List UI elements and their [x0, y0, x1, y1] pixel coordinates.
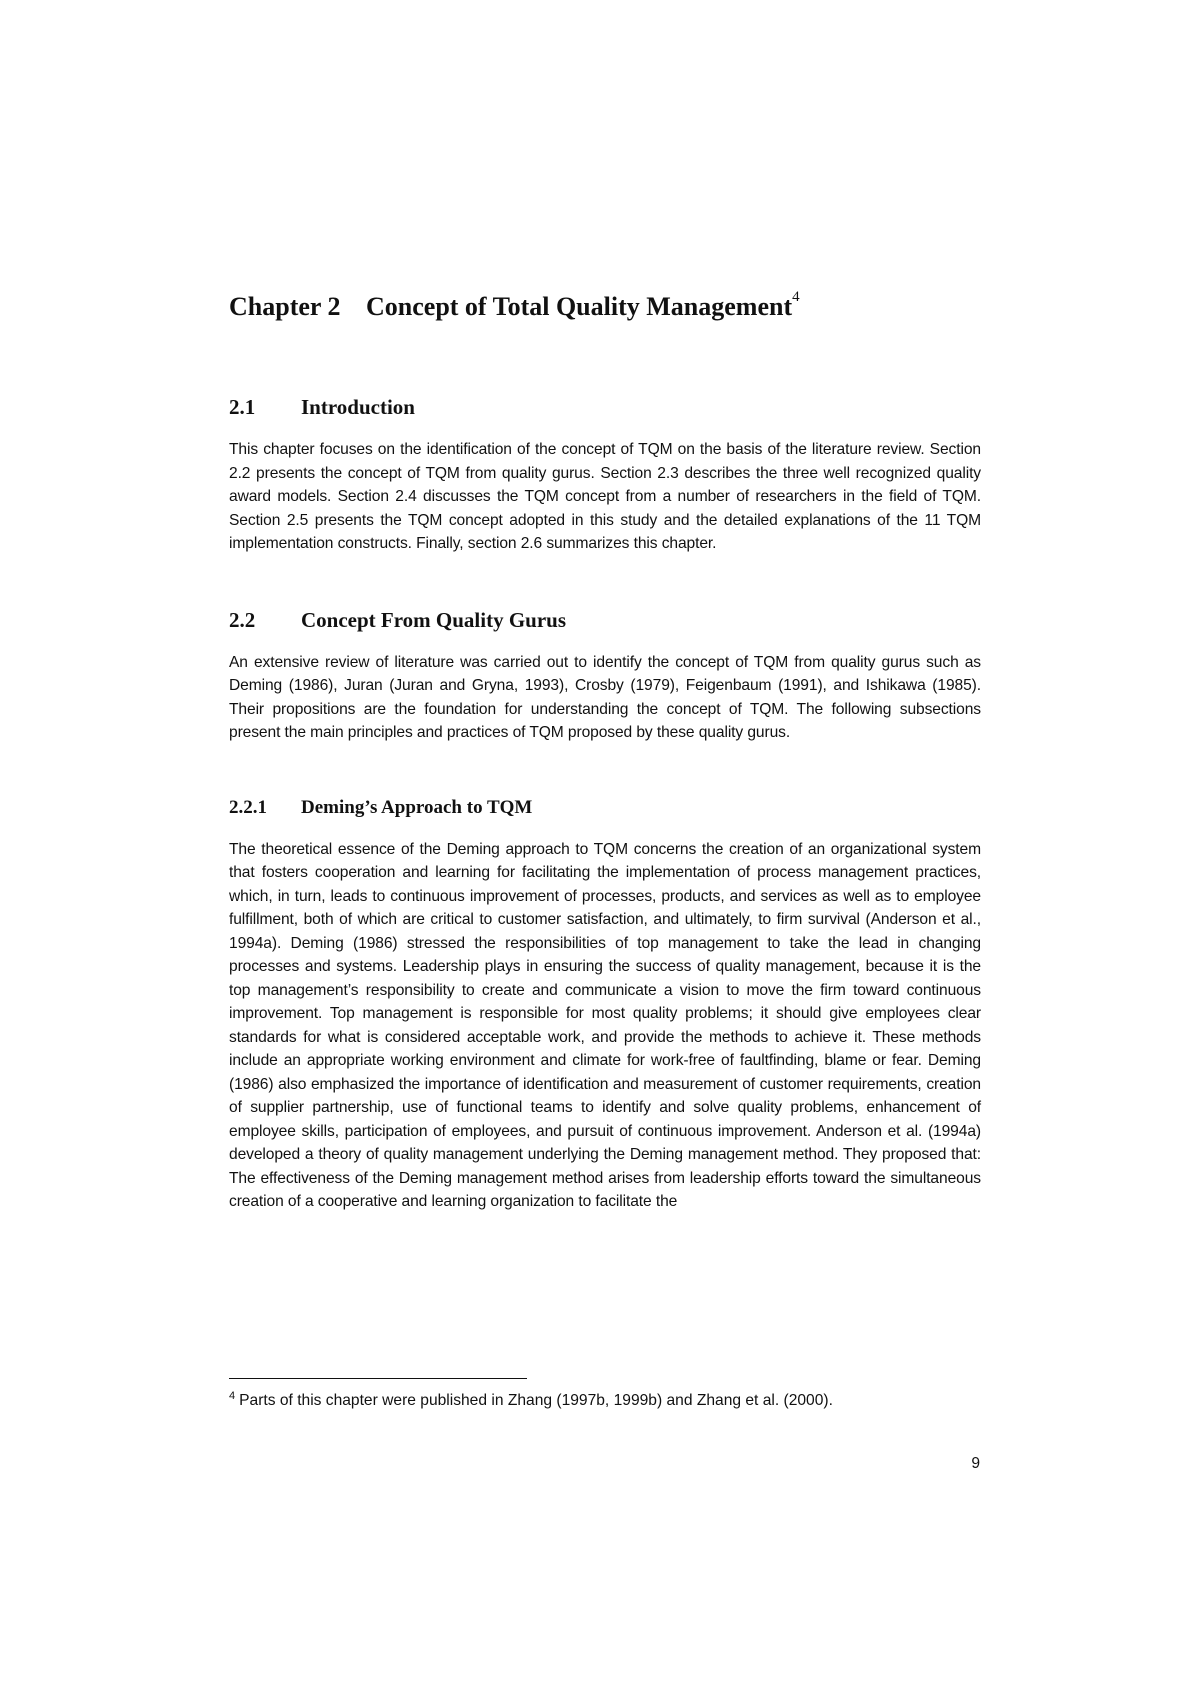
subsection-heading-deming	[229, 795, 981, 821]
footnote-divider	[229, 1378, 527, 1379]
page-number: 9	[971, 1455, 980, 1472]
page-body	[229, 290, 981, 1214]
footnote	[229, 1390, 981, 1412]
section-heading-quality-gurus	[229, 606, 981, 634]
quality-gurus-paragraph: An extensive review of literature was carried out to identify the concept of TQM from quality gurus such as Deming (1986), Juran (Juran and Gryna, 1993), Crosby (1979), Feigenbaum (1991), and Ishikawa (1985). Their propositions are the foundation for understanding the concept of TQM. The following subsections present the main principles and practices of TQM proposed by these quality gurus.	[229, 653, 981, 741]
introduction-paragraph: This chapter focuses on the identification of the concept of TQM on the basis of the literature review. Section 2.2 presents the concept of TQM from quality gurus. Section 2.3 describes the three well recognized quality award models. Section 2.4 discusses the TQM concept from a number of researchers in the field of TQM. Section 2.5 presents the TQM concept adopted in this study and the detailed explanations of the 11 TQM implementation constructs. Finally, section 2.6 summarizes this chapter.	[229, 441, 981, 552]
deming-paragraph: The theoretical essence of the Deming approach to TQM concerns the creation of an organizational system that fosters cooperation and learning for facilitating the implementation of process management practices, which, in turn, leads to continuous improvement of processes, products, and services as well as to employee fulfillment, both of which are critical to customer satisfaction, and ultimately, to firm survival (Anderson et al., 1994a). Deming (1986) stressed the responsibilities of top management to take the lead in changing processes and systems. Leadership plays in ensuring the success of quality management, because it is the top management’s responsibility to create and communicate a vision to move the firm toward continuous improvement. Top management is responsible for most quality problems; it should give employees clear standards for what is considered acceptable work, and provide the methods to achieve it. These methods include an appropriate working environment and climate for work-free of faultfinding, blame or fear. Deming (1986) also emphasized the importance of identification and measurement of customer requirements, creation of supplier partnership, use of functional teams to identify and solve quality problems, enhancement of employee skills, participation of employees, and pursuit of continuous improvement. Anderson et al. (1994a) developed a theory of quality management underlying the Deming management method. They proposed that: The effectiveness of the Deming management method arises from leadership efforts toward the simultaneous creation of a cooperative and learning organization to facilitate the	[229, 840, 981, 1210]
chapter-title	[229, 290, 981, 324]
footnote-marker: 4	[229, 1390, 236, 1402]
footnote-text: Parts of this chapter were published in Zhang (1997b, 1999b) and Zhang et al. (2000).	[239, 1392, 833, 1409]
section-heading-introduction	[229, 393, 981, 421]
chapter-footnote-marker: 4	[792, 289, 800, 305]
subsection-title: Deming’s Approach to TQM	[301, 796, 533, 818]
chapter-number: Chapter 2	[229, 292, 341, 321]
subsection-number: 2.2.1	[229, 796, 267, 818]
section-number: 2.2	[229, 607, 256, 632]
section-title: Concept From Quality Gurus	[301, 607, 567, 632]
section-title: Introduction	[301, 395, 415, 419]
section-number: 2.1	[229, 395, 256, 419]
chapter-title-text: Concept of Total Quality Management	[366, 292, 793, 321]
